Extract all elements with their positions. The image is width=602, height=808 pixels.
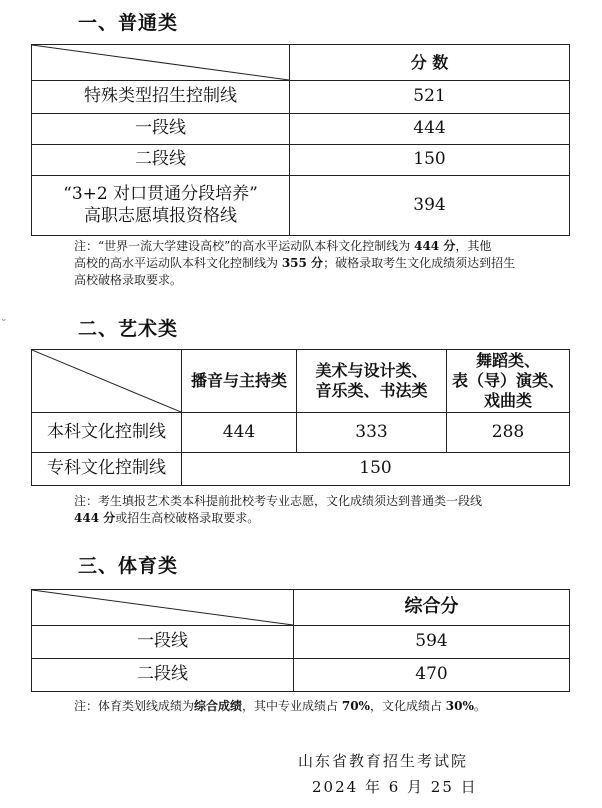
note-text: 或招生高校破格录取要求。 bbox=[115, 511, 260, 525]
row-label: 一段线 bbox=[32, 626, 294, 659]
row-value: 444 bbox=[290, 114, 570, 145]
sports-score-table bbox=[31, 589, 570, 692]
column-header-broadcasting: 播音与主持类 bbox=[182, 350, 297, 413]
general-note bbox=[74, 238, 515, 289]
note-text: ，文化成绩占 bbox=[369, 699, 446, 713]
row-value: 444 bbox=[182, 413, 297, 453]
header-line: 音乐类、书法类 bbox=[315, 381, 428, 400]
section-heading-arts: 二、艺术类 bbox=[78, 318, 179, 340]
sports-note bbox=[74, 698, 486, 715]
section-heading-sports: 三、体育类 bbox=[78, 555, 179, 577]
header-line: 美术与设计类、 bbox=[315, 361, 428, 380]
note-text: ；破格录取考生文化成绩须达到招生 bbox=[323, 256, 516, 270]
diagonal-header-cell bbox=[32, 590, 294, 626]
diagonal-header-cell bbox=[32, 350, 182, 413]
row-label: 二段线 bbox=[32, 145, 290, 176]
note-text: 注：考生填报艺术类本科提前批校考专业志愿，文化成绩须达到普通类一段线 bbox=[74, 494, 483, 508]
row-label-multiline bbox=[32, 176, 290, 236]
header-line: 舞蹈类、 bbox=[475, 351, 540, 370]
note-text: 。 bbox=[473, 699, 486, 713]
row-label: 特殊类型招生控制线 bbox=[32, 81, 290, 114]
row-label-line: “3+2 对口贯通分段培养” bbox=[63, 184, 258, 205]
note-text: 注：体育类划线成绩为 bbox=[74, 699, 195, 713]
row-value: 150 bbox=[182, 453, 570, 486]
row-value: 333 bbox=[297, 413, 447, 453]
row-label: 本科文化控制线 bbox=[32, 413, 182, 453]
row-label-line: 高职志愿填报资格线 bbox=[84, 205, 237, 226]
note-emphasis: 444 分 bbox=[74, 511, 116, 525]
row-label: 专科文化控制线 bbox=[32, 453, 182, 486]
issue-date: 2024 年 6 月 25 日 bbox=[312, 778, 478, 796]
note-emphasis: 444 分 bbox=[414, 239, 456, 253]
header-line: 戏曲类 bbox=[483, 391, 532, 410]
note-emphasis: 综合成绩 bbox=[194, 699, 243, 713]
diagonal-header-cell bbox=[32, 45, 290, 81]
arts-note bbox=[74, 493, 482, 527]
row-value: 150 bbox=[290, 145, 570, 176]
note-emphasis: 30% bbox=[445, 699, 474, 713]
row-value: 594 bbox=[294, 626, 570, 659]
row-label: 一段线 bbox=[32, 114, 290, 145]
note-text: 高校的高水平运动队本科文化控制线为 bbox=[74, 256, 282, 270]
note-emphasis: 355 分 bbox=[281, 256, 324, 270]
row-label: 二段线 bbox=[32, 659, 294, 692]
note-text: 注：“世界一流大学建设高校”的高水平运动队本科文化控制线为 bbox=[74, 239, 415, 253]
note-text: ，其他 bbox=[455, 239, 492, 253]
section-heading-general: 一、普通类 bbox=[78, 12, 179, 34]
note-emphasis: 70% bbox=[341, 699, 370, 713]
column-header-art-music bbox=[297, 350, 447, 413]
header-line: 表（导）演类、 bbox=[451, 371, 564, 390]
row-value: 470 bbox=[294, 659, 570, 692]
general-score-table bbox=[31, 44, 570, 236]
row-value: 288 bbox=[447, 413, 570, 453]
score-column-header: 分 数 bbox=[290, 45, 570, 81]
arts-score-table bbox=[31, 349, 570, 486]
row-value: 394 bbox=[290, 176, 570, 236]
note-text: ，其中专业成绩占 bbox=[242, 699, 342, 713]
scan-mark: ⌄ bbox=[0, 314, 8, 324]
row-value: 521 bbox=[290, 81, 570, 114]
column-header-dance-drama bbox=[447, 350, 570, 413]
composite-score-header: 综合分 bbox=[294, 590, 570, 626]
issuing-organization: 山东省教育招生考试院 bbox=[298, 752, 469, 770]
note-text: 高校破格录取要求。 bbox=[74, 273, 183, 287]
